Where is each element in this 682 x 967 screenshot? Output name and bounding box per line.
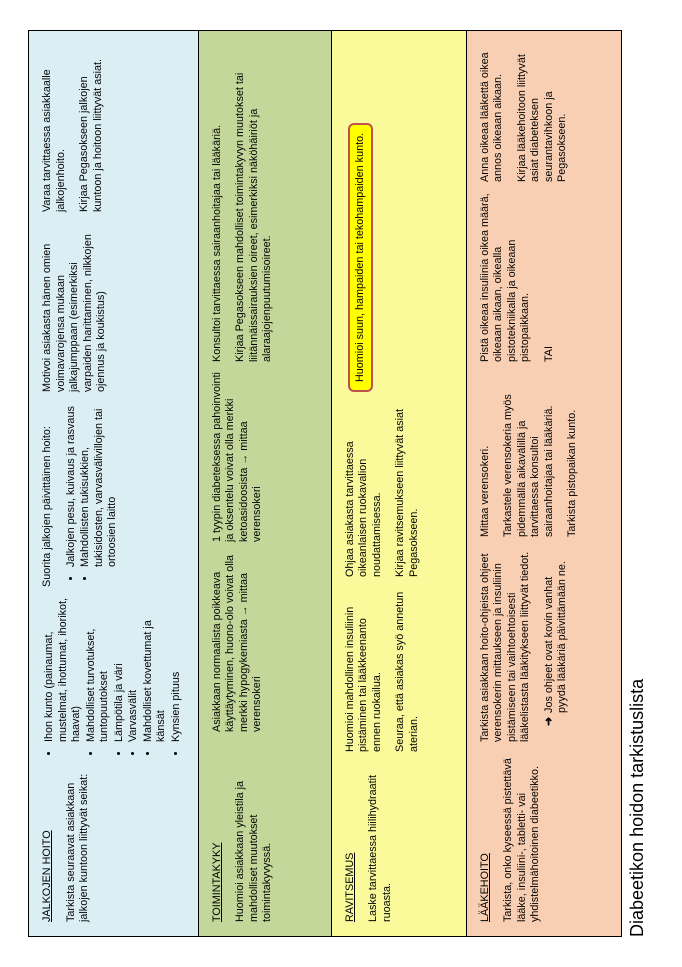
note-line — [543, 547, 570, 742]
section-heading: TOIMINTAKYKY — [210, 842, 223, 922]
paragraph: Tarkastele verensokeria myös pidemmällä aikavälillä ja tarvittaessa konsultoi sairaanhoitajaa tai lääkäriä. — [502, 394, 555, 537]
section-jalkojen-hoito — [29, 31, 199, 936]
section-toimintakyky — [199, 31, 332, 936]
list-item: • Lämpötila ja väri — [113, 597, 127, 742]
highlight-note: Huomioi suun, hampaiden tai tekohampaiden kunto. — [348, 123, 374, 392]
section-heading: RAVITSEMUS — [343, 852, 356, 922]
page-title: Diabeetikon hoidon tarkistuslista — [627, 678, 647, 937]
list-item: • Ihon kunto (painaumat, mustelmat, ihottumat, ihorikot, haavat) — [43, 597, 84, 742]
paragraph: Tarkista seuraavat asiakkaan jalkojen kuntoon liittyvät seikat: — [64, 773, 90, 922]
paragraph: Kirjaa ravitsemukseen liittyvät asiat Pegasokseen. — [394, 408, 420, 577]
list-item: • Mahdolliset kovettumat ja känsät — [142, 597, 169, 742]
section-heading: LÄÄKEHOITO — [478, 853, 491, 922]
section-ravitsemus — [332, 31, 467, 936]
check-list — [65, 402, 120, 587]
section-heading: JALKOJEN HOITO — [41, 830, 53, 922]
paragraph: Varaa tarvittaessa asiakkaalle jalkojenhoito. — [41, 69, 67, 212]
paragraph: Motivoi asiakasta hänen omien voimavarojensa mukaan jalkajumppaan (esimerkiksi varpaiden harittaminen, nilkkojen ojennus ja koukistus) — [41, 234, 107, 392]
paragraph: Asiakkaan normaalista poikkeava käyttäytyminen, huono-olo voivat olla merkki hypogykemiasta → mittaa verensokeri — [210, 554, 264, 732]
paragraph: Suorita jalkojen päivittäinen hoito: — [41, 426, 53, 587]
paragraph: Pistä oikeaa insuliinia oikea määrä, oikeaan aikaan, oikealla pistotekniikalla ja oikeaan pistopaikkaan. — [478, 193, 532, 362]
arrow-right-icon: ➜ — [542, 716, 555, 726]
paragraph: Konsultoi tarvittaessa sairaanhoitajaa tai lääkäriä. — [210, 124, 223, 362]
paragraph: Kirjaa Pegasokseen mahdolliset toimintakyvyn muutokset tai liitännäissairauksien oireet, esimerkiksi näköhäiriöt ja alaraajojenpuutumisoireet. — [234, 72, 274, 362]
paragraph: Huomioi mahdollinen insuliinin pistäminen tai lääkkeenanto ennen ruokailua. — [343, 606, 383, 752]
paragraph: Kirjaa Pegasokseen jalkojen kuntoon ja hoitoon liittyvät asiat. — [78, 58, 104, 212]
paragraph: Laske tarvittaessa hiilihydraatit ruoasta. — [367, 774, 393, 922]
checklist-table — [28, 30, 622, 937]
paragraph: Tarkista, onko kyseessä pistettävä lääke, insuliini-, tabletti- vai yhdistelmähoitoinen diabeetikko. — [502, 758, 542, 922]
paragraph: TAI — [542, 346, 555, 362]
paragraph: Ohjaa asiakasta tarvittaessa oikeanlaisen ruokavalion noudattamisessa. — [343, 441, 383, 577]
list-item: • Mahdollisten tukisukkien, tukisidosten, varvasvälivillojen tai ortoosien laitto — [79, 402, 120, 567]
paragraph: Tarkista asiakkaan hoito-ohjeista ohjeet verensokerin mittaukseen ja insuliinin pistämiseen tai vaihtoehtoisesti lääkelistasta lääkitykseen liittyvät tiedot. — [478, 551, 532, 742]
paragraph: Anna oikeaa lääkettä oikea annos oikeaan aikaan. — [478, 52, 505, 182]
list-item: • Varvasvälit — [127, 597, 141, 742]
paragraph: Kirjaa lääkehoitoon liittyvät asiat diabeteksen seurantavihkoon ja Pegasokseen. — [515, 54, 569, 182]
check-list — [43, 597, 183, 762]
section-laakehoito — [467, 31, 621, 936]
list-item: • Mahdolliset turvotukset, tuntopuutokset — [85, 597, 112, 742]
list-item: • Jalkojen pesu, kuivaus ja rasvaus — [65, 402, 79, 567]
paragraph: Seuraa, että asiakas syö annetun aterian. — [394, 591, 420, 752]
paragraph: Mittaa verensokeri. — [478, 445, 491, 537]
list-item: • Kynsien pituus — [170, 597, 184, 742]
paragraph: Jos ohjeet ovat kovin vanhat pyydä lääkäriä päivittämään ne. — [542, 561, 569, 713]
paragraph: 1 tyypin diabeteksessa pahoinvointi ja oksentelu voivat olla merkki ketoasidoosista → mittaa verensokeri — [210, 372, 264, 542]
paragraph: Tarkista pistopaikan kunto. — [566, 409, 579, 537]
paragraph: Huomioi asiakkaan yleistila ja mahdolliset muutokset toimintakyvyssä. — [234, 780, 274, 922]
